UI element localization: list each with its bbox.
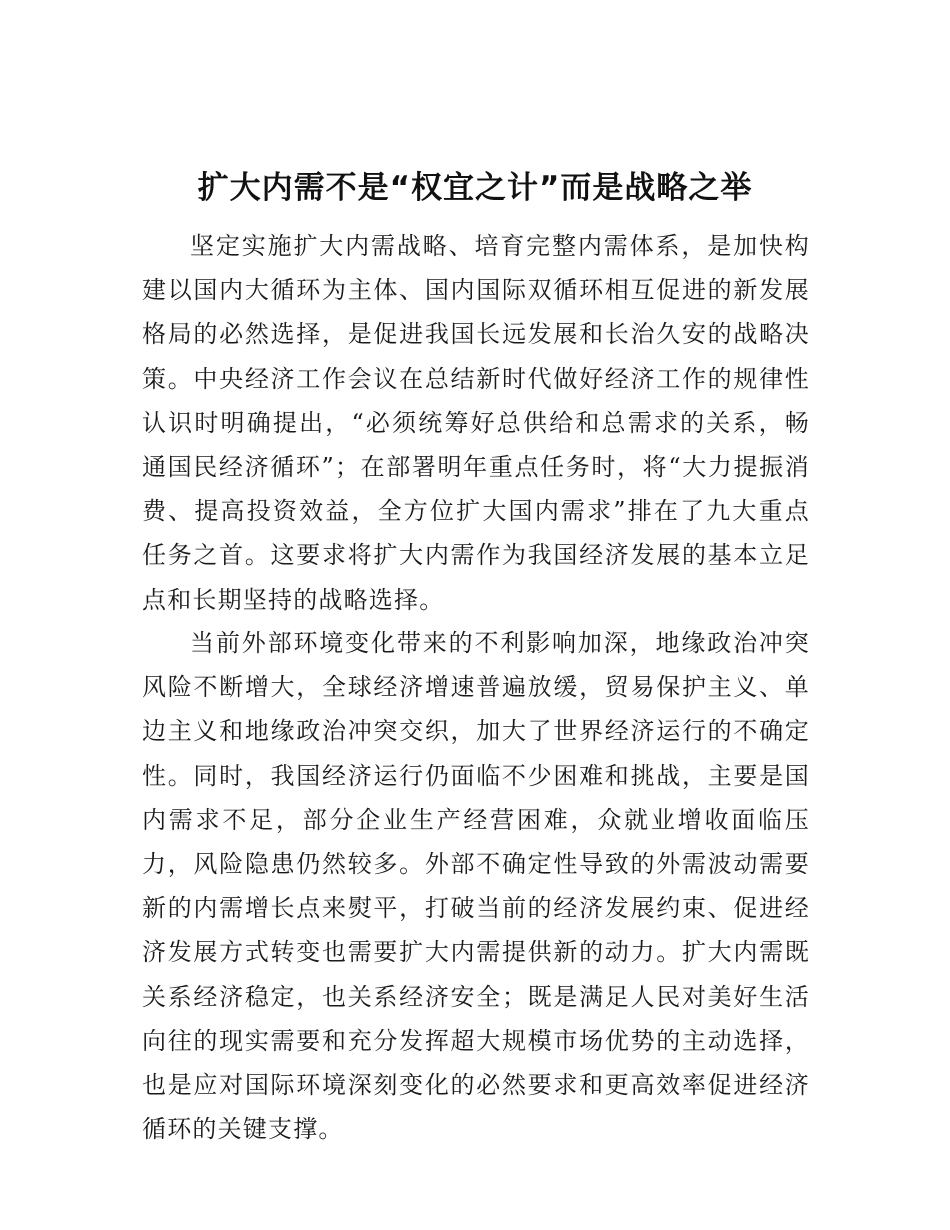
paragraph-2: 当前外部环境变化带来的不利影响加深，地缘政治冲突风险不断增大，全球经济增速普遍放缓，贸易保护主义、单边主义和地缘政治冲突交织，加大了世界经济运行的不确定性。同时，我国经济运行仍面临不少困难和挑战，主要是国内需求不足，部分企业生产经营困难，众就业增收面临压力，风险隐患仍然较多。外部不确定性导致的外需波动需要新的内需增长点来熨平，打破当前的经济发展约束、促进经济发展方式转变也需要扩大内需提供新的动力。扩大内需既关系经济稳定，也关系经济安全；既是满足人民对美好生活向往的现实需要和充分发挥超大规模市场优势的主动选择，也是应对国际环境深刻变化的必然要求和更高效率促进经济循环的关键支撑。: [142, 629, 810, 1144]
paragraph-1: 坚定实施扩大内需战略、培育完整内需体系，是加快构建以国内大循环为主体、国内国际双循环相互促进的新发展格局的必然选择，是促进我国长远发展和长治久安的战略决策。中央经济工作会议在总结新时代做好经济工作的规律性认识时明确提出，“必须统筹好总供给和总需求的关系，畅通国民经济循环”；在部署明年重点任务时，将“大力提振消费、提高投资效益，全方位扩大国内需求”排在了九大重点任务之首。这要求将扩大内需作为我国经济发展的基本立足点和长期坚持的战略选择。: [142, 232, 810, 614]
document-title: 扩大内需不是“权宜之计”而是战略之举: [197, 170, 753, 206]
